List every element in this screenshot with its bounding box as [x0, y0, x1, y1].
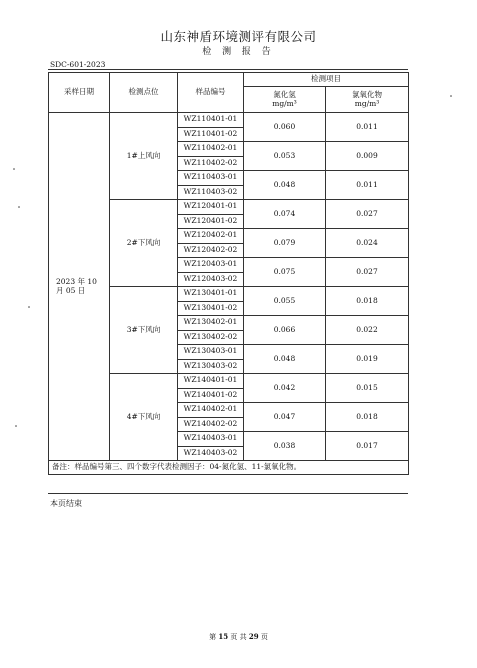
item1-value: 0.048	[244, 171, 326, 200]
page-number	[0, 632, 477, 642]
sampling-date: 2023 年 10 月 05 日	[56, 276, 97, 295]
sample-id: WZ130401-01	[178, 287, 244, 302]
sample-id: WZ110402-02	[178, 156, 244, 171]
header-item2-name: 氯氧化物	[352, 89, 382, 99]
header-item2-unit: mg/m³	[354, 98, 380, 108]
company-name: 山东神盾环境测评有限公司	[160, 29, 317, 44]
sample-id: WZ140401-02	[178, 388, 244, 403]
item2-value: 0.027	[326, 200, 409, 229]
sample-id: WZ120402-01	[178, 229, 244, 244]
item2-value: 0.027	[326, 258, 409, 287]
scan-speck	[18, 206, 20, 208]
sample-id: WZ110401-02	[178, 127, 244, 142]
item1-value: 0.055	[244, 287, 326, 316]
header-sample-id: 样品编号	[178, 73, 244, 113]
sample-id: WZ140402-02	[178, 417, 244, 432]
item1-value: 0.066	[244, 316, 326, 345]
document-number: SDC-601-2023	[50, 60, 106, 69]
page-prefix: 第	[209, 633, 217, 641]
item1-value: 0.075	[244, 258, 326, 287]
header-item1	[244, 87, 326, 113]
header-location: 检测点位	[110, 73, 178, 113]
scan-speck	[450, 95, 452, 97]
item1-value: 0.074	[244, 200, 326, 229]
item1-value: 0.053	[244, 142, 326, 171]
sample-id: WZ130402-02	[178, 330, 244, 345]
sample-id: WZ120403-01	[178, 258, 244, 273]
item1-value: 0.038	[244, 432, 326, 461]
sample-id: WZ120401-01	[178, 200, 244, 215]
sample-id: WZ130403-01	[178, 345, 244, 360]
item2-value: 0.018	[326, 287, 409, 316]
location-cell: 1#上风向	[110, 113, 178, 200]
location-cell: 4#下风向	[110, 374, 178, 461]
top-divider	[48, 69, 408, 70]
item1-value: 0.042	[244, 374, 326, 403]
header-sampling-date: 采样日期	[49, 73, 110, 113]
header-item1-unit: mg/m³	[272, 98, 297, 108]
scan-speck	[13, 168, 15, 170]
sample-id: WZ130402-01	[178, 316, 244, 331]
item2-value: 0.022	[326, 316, 409, 345]
sample-id: WZ110403-01	[178, 171, 244, 186]
item1-value: 0.048	[244, 345, 326, 374]
report-subtitle: 检 测 报 告	[202, 47, 275, 57]
sample-id: WZ120403-02	[178, 272, 244, 287]
end-of-page-text: 本页结束	[50, 499, 82, 508]
note-text: 备注：样品编号第三、四个数字代表检测因子：04-氮化氢、11-氯氧化物。	[49, 461, 409, 475]
item2-value: 0.018	[326, 403, 409, 432]
sample-id: WZ130403-02	[178, 359, 244, 374]
sample-id: WZ120402-02	[178, 243, 244, 258]
header-test-items: 检测项目	[244, 73, 409, 87]
sample-id: WZ110402-01	[178, 142, 244, 157]
page-total: 29	[248, 632, 259, 641]
item2-value: 0.011	[326, 171, 409, 200]
results-table	[48, 72, 409, 475]
sample-id: WZ110401-01	[178, 113, 244, 128]
sample-id: WZ140403-01	[178, 432, 244, 447]
item2-value: 0.019	[326, 345, 409, 374]
scan-speck	[15, 425, 17, 427]
page-suffix: 页	[260, 633, 268, 641]
page-current: 15	[218, 632, 229, 641]
sample-id: WZ140401-01	[178, 374, 244, 389]
item2-value: 0.015	[326, 374, 409, 403]
item2-value: 0.024	[326, 229, 409, 258]
header-item1-name: 氮化氢	[273, 89, 296, 99]
results-table-body	[49, 73, 409, 475]
item2-value: 0.009	[326, 142, 409, 171]
item1-value: 0.079	[244, 229, 326, 258]
sample-id: WZ120401-02	[178, 214, 244, 229]
location-cell: 3#下风向	[110, 287, 178, 374]
item1-value: 0.047	[244, 403, 326, 432]
location-cell: 2#下风向	[110, 200, 178, 287]
sample-id: WZ130401-02	[178, 301, 244, 316]
page-mid: 页 共	[230, 633, 247, 641]
item1-value: 0.060	[244, 113, 326, 142]
sample-id: WZ110403-02	[178, 185, 244, 200]
header-item2	[326, 87, 409, 113]
table-row	[49, 113, 409, 128]
note-row	[49, 461, 409, 475]
scan-speck	[28, 306, 30, 308]
sampling-date-cell	[49, 113, 110, 461]
bottom-divider	[48, 493, 408, 494]
sample-id: WZ140402-01	[178, 403, 244, 418]
sample-id: WZ140403-02	[178, 446, 244, 461]
item2-value: 0.011	[326, 113, 409, 142]
item2-value: 0.017	[326, 432, 409, 461]
